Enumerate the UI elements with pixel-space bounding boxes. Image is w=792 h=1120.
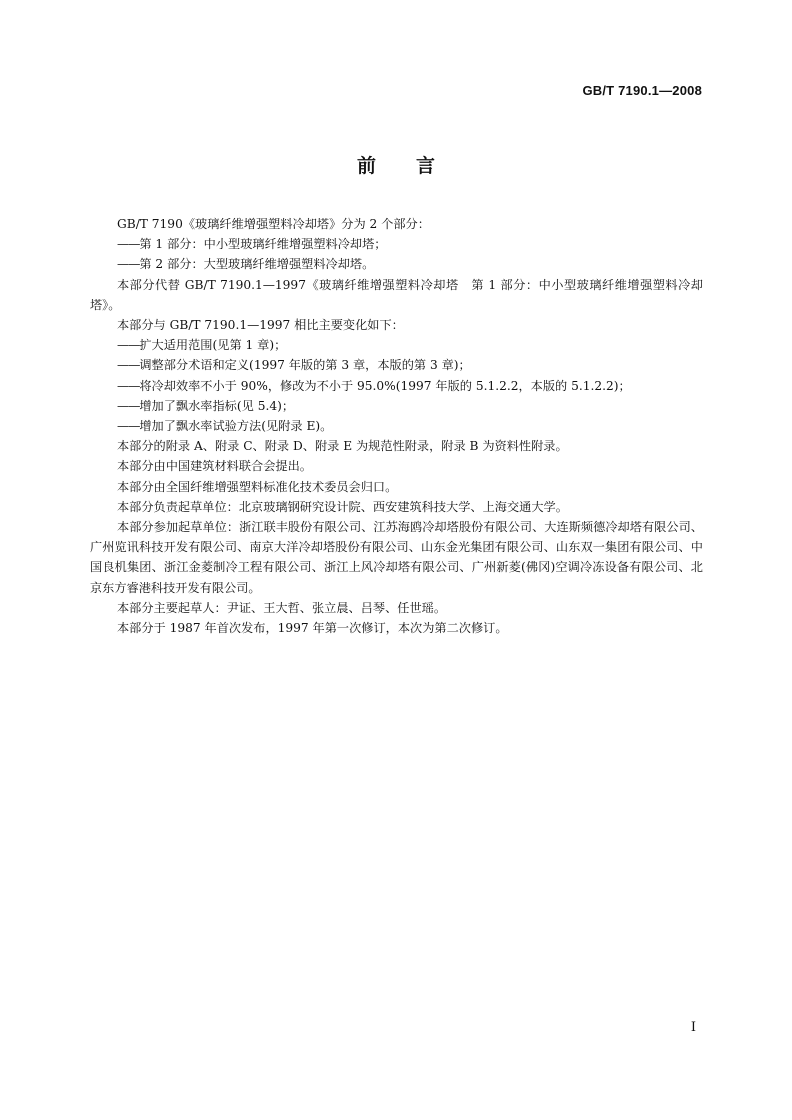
part-item-text: 第 1 部分：中小型玻璃纤维增强塑料冷却塔； (139, 237, 387, 252)
list-dash: —— (117, 257, 140, 272)
page-title: 前言 (356, 155, 475, 177)
participating-units-paragraph: 本部分参加起草单位：浙江联丰股份有限公司、江苏海鸥冷却塔股份有限公司、大连斯频德冷却塔有限公司、广州览讯科技开发有限公司、南京大洋冷却塔股份有限公司、山东金光集团有限公司、山东双一集团有限公司、中国良机集团、浙江金菱制冷工程有限公司、浙江上风冷却塔有限公司、广州新菱(佛冈)空调冷冻设备有限公司、北京东方睿港科技开发有限公司。 (90, 520, 703, 595)
list-dash: —— (117, 338, 140, 353)
list-dash: —— (117, 419, 140, 434)
annex-paragraph: 本部分的附录 A、附录 C、附录 D、附录 E 为规范性附录，附录 B 为资料性附录。 (117, 439, 568, 454)
history-paragraph: 本部分于 1987 年首次发布，1997 年第一次修订，本次为第二次修订。 (117, 621, 508, 636)
intro-paragraph: GB/T 7190《玻璃纤维增强塑料冷却塔》分为 2 个部分： (117, 217, 430, 231)
list-dash: —— (117, 398, 140, 413)
foreword-body (90, 214, 703, 638)
change-item-text: 增加了飘水率试验方法(见附录 E)。 (139, 419, 333, 434)
list-item (90, 254, 703, 274)
part-item-text: 第 2 部分：大型玻璃纤维增强塑料冷却塔。 (139, 257, 375, 272)
drafting-units-paragraph: 本部分负责起草单位：北京玻璃钢研究设计院、西安建筑科技大学、上海交通大学。 (117, 499, 568, 514)
change-item-text: 调整部分术语和定义(1997 年版的第 3 章，本版的第 3 章)； (139, 358, 471, 373)
list-item (90, 234, 703, 254)
change-item-text: 增加了飘水率指标(见 5.4)； (139, 398, 295, 413)
list-item (90, 396, 703, 416)
list-dash: —— (117, 237, 140, 252)
page-number: I (690, 1020, 696, 1035)
changes-intro-paragraph: 本部分与 GB/T 7190.1—1997 相比主要变化如下： (117, 318, 404, 333)
drafters-paragraph: 本部分主要起草人：尹证、王大哲、张立晨、吕琴、任世瑶。 (117, 600, 447, 615)
list-dash: —— (117, 378, 140, 393)
list-dash: —— (117, 358, 140, 373)
list-item (90, 355, 703, 375)
proposer-paragraph: 本部分由中国建筑材料联合会提出。 (117, 459, 312, 474)
change-item-text: 将冷却效率不小于 90%，修改为不小于 95.0%(1997 年版的 5.1.2.2，本版的 5.1.2.2)； (139, 378, 631, 393)
change-item-text: 扩大适用范围(见第 1 章)； (139, 338, 287, 353)
committee-paragraph: 本部分由全国纤维增强塑料标准化技术委员会归口。 (117, 479, 398, 494)
list-item (90, 335, 703, 355)
standard-number: GB/T 7190.1—2008 (582, 83, 702, 98)
list-item (90, 376, 703, 396)
list-item (90, 416, 703, 436)
replacement-paragraph: 本部分代替 GB/T 7190.1—1997《玻璃纤维增强塑料冷却塔 第 1 部分：中小型玻璃纤维增强塑料冷却塔》。 (90, 277, 703, 312)
